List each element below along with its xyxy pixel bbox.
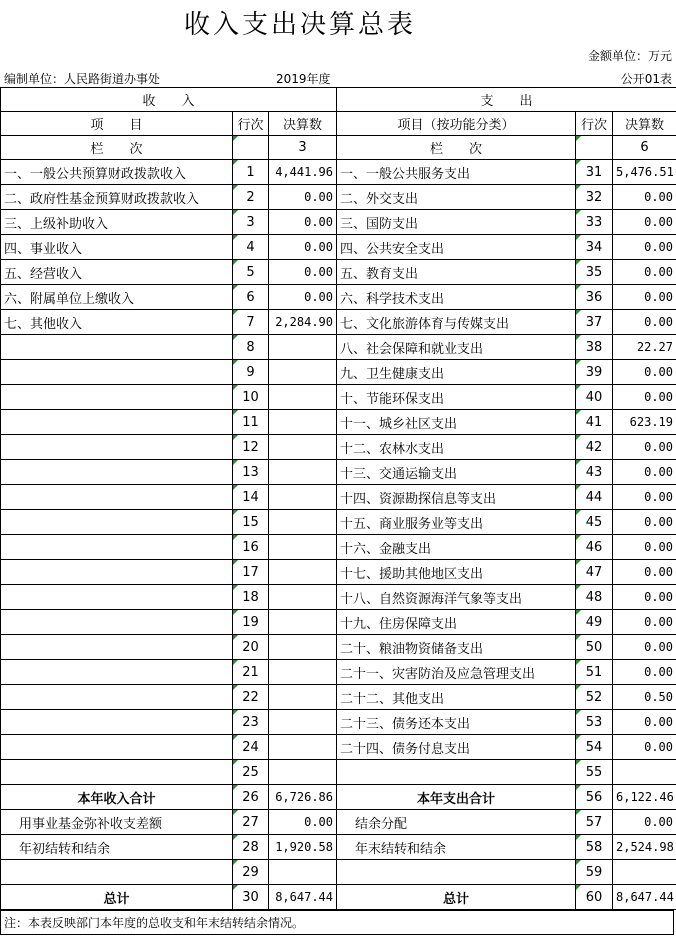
header-row-3 [1, 136, 676, 160]
income-rowno: 29 [233, 860, 269, 885]
income-rowno: 11 [233, 410, 269, 435]
income-amount [269, 735, 337, 760]
expense-amount: 2,524.98 [613, 835, 676, 860]
income-rowno: 4 [233, 235, 269, 260]
income-amount: 1,920.58 [269, 835, 337, 860]
expense-amount [613, 760, 676, 785]
expense-item [337, 860, 576, 885]
expense-amount: 0.00 [613, 735, 676, 760]
income-item: 三、上级补助收入 [1, 210, 233, 235]
expense-amount-header: 决算数 [613, 112, 676, 136]
income-amount-header: 决算数 [269, 112, 337, 136]
table-row [1, 460, 676, 485]
expense-amount: 0.00 [613, 310, 676, 335]
expense-rowno: 59 [576, 860, 613, 885]
income-rowno: 17 [233, 560, 269, 585]
expense-rowno: 37 [576, 310, 613, 335]
income-amount: 0.00 [269, 260, 337, 285]
income-rowno: 7 [233, 310, 269, 335]
expense-item: 二、外交支出 [337, 185, 576, 210]
income-item [1, 335, 233, 360]
income-amount [269, 360, 337, 385]
expense-item: 年末结转和结余 [337, 835, 576, 860]
table-row [1, 660, 676, 685]
expense-item: 九、卫生健康支出 [337, 360, 576, 385]
expense-amount: 0.50 [613, 685, 676, 710]
expense-rowno-header: 行次 [576, 112, 613, 136]
expense-rowno: 54 [576, 735, 613, 760]
income-rowno: 8 [233, 335, 269, 360]
expense-rowno: 42 [576, 435, 613, 460]
org-label: 编制单位：人民路街道办事处 [4, 72, 161, 86]
table-row [1, 210, 676, 235]
total-row [1, 885, 676, 910]
expense-item: 十七、援助其他地区支出 [337, 560, 576, 585]
expense-rowno: 48 [576, 585, 613, 610]
expense-item-header: 项目（按功能分类） [337, 112, 576, 136]
expense-rowno: 40 [576, 385, 613, 410]
expense-rowno: 53 [576, 710, 613, 735]
expense-amount: 0.00 [613, 185, 676, 210]
expense-rowno: 60 [576, 885, 613, 910]
expense-item: 本年支出合计 [337, 785, 576, 810]
expense-item: 十六、金融支出 [337, 535, 576, 560]
expense-item: 二十二、其他支出 [337, 685, 576, 710]
income-rowno: 24 [233, 735, 269, 760]
expense-item: 总计 [337, 885, 576, 910]
expense-item: 二十四、债务付息支出 [337, 735, 576, 760]
income-amount [269, 460, 337, 485]
expense-rowno: 58 [576, 835, 613, 860]
table-row [1, 285, 676, 310]
income-rowno: 19 [233, 610, 269, 635]
income-col-number: 3 [269, 136, 337, 160]
income-amount [269, 635, 337, 660]
expense-rowno: 32 [576, 185, 613, 210]
table-row [1, 360, 676, 385]
income-item: 一、一般公共预算财政拨款收入 [1, 160, 233, 185]
income-rowno: 22 [233, 685, 269, 710]
expense-amount [613, 860, 676, 885]
expense-amount: 0.00 [613, 435, 676, 460]
income-item [1, 510, 233, 535]
income-item: 六、附属单位上缴收入 [1, 285, 233, 310]
total-row [1, 835, 676, 860]
table-row [1, 685, 676, 710]
income-amount: 4,441.96 [269, 160, 337, 185]
income-rowno: 3 [233, 210, 269, 235]
income-rowno: 30 [233, 885, 269, 910]
page-title: 收入支出决算总表 [183, 10, 416, 40]
total-row [1, 860, 676, 885]
income-rowno: 20 [233, 635, 269, 660]
expense-rowno: 38 [576, 335, 613, 360]
income-rowno: 15 [233, 510, 269, 535]
income-item [1, 585, 233, 610]
income-item [1, 535, 233, 560]
expense-item: 二十三、债务还本支出 [337, 710, 576, 735]
expense-item: 十三、交通运输支出 [337, 460, 576, 485]
income-amount [269, 710, 337, 735]
expense-rowno: 55 [576, 760, 613, 785]
expense-item: 十二、农林水支出 [337, 435, 576, 460]
table-row [1, 735, 676, 760]
income-rowno: 14 [233, 485, 269, 510]
income-rowno: 28 [233, 835, 269, 860]
income-amount [269, 435, 337, 460]
income-item [1, 385, 233, 410]
expense-amount: 0.00 [613, 460, 676, 485]
expense-amount: 0.00 [613, 660, 676, 685]
expense-rowno: 56 [576, 785, 613, 810]
expense-amount: 0.00 [613, 485, 676, 510]
income-amount [269, 760, 337, 785]
expense-item: 二十、粮油物资储备支出 [337, 635, 576, 660]
table-row [1, 185, 676, 210]
income-amount: 2,284.90 [269, 310, 337, 335]
income-item [1, 660, 233, 685]
expense-col-number: 6 [613, 136, 676, 160]
income-amount [269, 410, 337, 435]
income-amount: 6,726.86 [269, 785, 337, 810]
expense-item: 三、国防支出 [337, 210, 576, 235]
expense-rowno: 35 [576, 260, 613, 285]
table-row [1, 635, 676, 660]
expense-item [337, 760, 576, 785]
expense-col-label: 栏 次 [337, 136, 576, 160]
table-row [1, 235, 676, 260]
income-item [1, 360, 233, 385]
income-rowno: 10 [233, 385, 269, 410]
income-amount [269, 660, 337, 685]
income-item: 四、事业收入 [1, 235, 233, 260]
expense-amount: 0.00 [613, 635, 676, 660]
expense-item: 十四、资源勘探信息等支出 [337, 485, 576, 510]
expense-item: 六、科学技术支出 [337, 285, 576, 310]
table-row [1, 610, 676, 635]
total-row [1, 810, 676, 835]
expense-item: 十、节能环保支出 [337, 385, 576, 410]
expense-rowno: 39 [576, 360, 613, 385]
expense-amount: 0.00 [613, 285, 676, 310]
unit-label: 金额单位：万元 [587, 49, 672, 63]
expense-rowno: 31 [576, 160, 613, 185]
income-amount [269, 860, 337, 885]
expense-item: 十九、住房保障支出 [337, 610, 576, 635]
expense-rowno: 47 [576, 560, 613, 585]
income-rowno: 2 [233, 185, 269, 210]
expense-item: 十一、城乡社区支出 [337, 410, 576, 435]
income-item: 五、经营收入 [1, 260, 233, 285]
expense-amount: 0.00 [613, 235, 676, 260]
table-row [1, 510, 676, 535]
header-row-2 [1, 112, 676, 136]
income-rowno: 16 [233, 535, 269, 560]
budget-table [0, 87, 676, 910]
expense-rowno: 41 [576, 410, 613, 435]
income-rowno: 1 [233, 160, 269, 185]
expense-amount: 0.00 [613, 535, 676, 560]
year-label: 2019年度 [276, 72, 331, 86]
income-amount [269, 685, 337, 710]
expense-amount: 0.00 [613, 260, 676, 285]
expense-amount: 5,476.51 [613, 160, 676, 185]
expense-rowno: 34 [576, 235, 613, 260]
income-item [1, 760, 233, 785]
expense-amount: 0.00 [613, 210, 676, 235]
expense-amount: 0.00 [613, 610, 676, 635]
income-amount [269, 560, 337, 585]
income-rowno: 5 [233, 260, 269, 285]
income-rowno: 18 [233, 585, 269, 610]
income-amount [269, 485, 337, 510]
income-item: 七、其他收入 [1, 310, 233, 335]
income-item: 用事业基金弥补收支差额 [1, 810, 233, 835]
table-row [1, 335, 676, 360]
table-row [1, 485, 676, 510]
income-item: 年初结转和结余 [1, 835, 233, 860]
table-row [1, 710, 676, 735]
expense-rowno: 43 [576, 460, 613, 485]
table-row [1, 260, 676, 285]
expense-item: 二十一、灾害防治及应急管理支出 [337, 660, 576, 685]
income-item [1, 560, 233, 585]
expense-item: 四、公共安全支出 [337, 235, 576, 260]
income-rowno: 12 [233, 435, 269, 460]
income-amount: 0.00 [269, 235, 337, 260]
expense-amount: 0.00 [613, 585, 676, 610]
income-item [1, 610, 233, 635]
income-amount: 0.00 [269, 810, 337, 835]
income-item [1, 410, 233, 435]
expense-header: 支 出 [337, 88, 676, 112]
expense-amount: 0.00 [613, 710, 676, 735]
income-item [1, 860, 233, 885]
income-amount [269, 535, 337, 560]
table-code: 公开01表 [620, 72, 672, 86]
income-rowno: 6 [233, 285, 269, 310]
header-row-1 [1, 88, 676, 112]
expense-item: 七、文化旅游体育与传媒支出 [337, 310, 576, 335]
income-rowno-header: 行次 [233, 112, 269, 136]
expense-rowno: 57 [576, 810, 613, 835]
income-item [1, 435, 233, 460]
income-amount [269, 510, 337, 535]
expense-item: 五、教育支出 [337, 260, 576, 285]
expense-rowno: 46 [576, 535, 613, 560]
income-item: 本年收入合计 [1, 785, 233, 810]
expense-rowno: 51 [576, 660, 613, 685]
income-rowno: 26 [233, 785, 269, 810]
income-item [1, 710, 233, 735]
income-amount: 0.00 [269, 210, 337, 235]
table-row [1, 410, 676, 435]
income-item: 二、政府性基金预算财政拨款收入 [1, 185, 233, 210]
income-rowno: 9 [233, 360, 269, 385]
table-row [1, 760, 676, 785]
table-row [1, 160, 676, 185]
expense-rowno: 36 [576, 285, 613, 310]
expense-item: 十八、自然资源海洋气象等支出 [337, 585, 576, 610]
expense-rowno: 52 [576, 685, 613, 710]
expense-item: 八、社会保障和就业支出 [337, 335, 576, 360]
table-row [1, 435, 676, 460]
expense-amount: 0.00 [613, 385, 676, 410]
income-item-header: 项 目 [1, 112, 233, 136]
expense-rowno: 44 [576, 485, 613, 510]
total-row [1, 785, 676, 810]
income-rowno: 21 [233, 660, 269, 685]
income-item [1, 485, 233, 510]
table-row [1, 385, 676, 410]
expense-amount: 22.27 [613, 335, 676, 360]
expense-amount: 0.00 [613, 510, 676, 535]
income-col-rowno [233, 136, 269, 160]
income-amount: 0.00 [269, 285, 337, 310]
table-row [1, 560, 676, 585]
table-row [1, 585, 676, 610]
expense-item: 结余分配 [337, 810, 576, 835]
expense-col-rowno [576, 136, 613, 160]
income-amount [269, 385, 337, 410]
expense-rowno: 33 [576, 210, 613, 235]
income-amount [269, 585, 337, 610]
income-amount: 0.00 [269, 185, 337, 210]
income-rowno: 25 [233, 760, 269, 785]
expense-rowno: 45 [576, 510, 613, 535]
income-amount: 8,647.44 [269, 885, 337, 910]
income-rowno: 23 [233, 710, 269, 735]
expense-amount: 6,122.46 [613, 785, 676, 810]
expense-amount: 0.00 [613, 810, 676, 835]
table-row [1, 535, 676, 560]
income-amount [269, 335, 337, 360]
expense-amount: 0.00 [613, 560, 676, 585]
income-item: 总计 [1, 885, 233, 910]
footnote: 注：本表反映部门本年度的总收支和年末结转结余情况。 [0, 910, 674, 935]
income-rowno: 27 [233, 810, 269, 835]
income-header: 收 入 [1, 88, 337, 112]
income-item [1, 735, 233, 760]
table-row [1, 310, 676, 335]
expense-amount: 8,647.44 [613, 885, 676, 910]
expense-rowno: 50 [576, 635, 613, 660]
income-col-label: 栏 次 [1, 136, 233, 160]
expense-rowno: 49 [576, 610, 613, 635]
expense-item: 十五、商业服务业等支出 [337, 510, 576, 535]
table-body [1, 88, 676, 910]
income-amount [269, 610, 337, 635]
income-item [1, 460, 233, 485]
expense-amount: 0.00 [613, 360, 676, 385]
income-item [1, 635, 233, 660]
income-item [1, 685, 233, 710]
income-rowno: 13 [233, 460, 269, 485]
expense-amount: 623.19 [613, 410, 676, 435]
expense-item: 一、一般公共服务支出 [337, 160, 576, 185]
